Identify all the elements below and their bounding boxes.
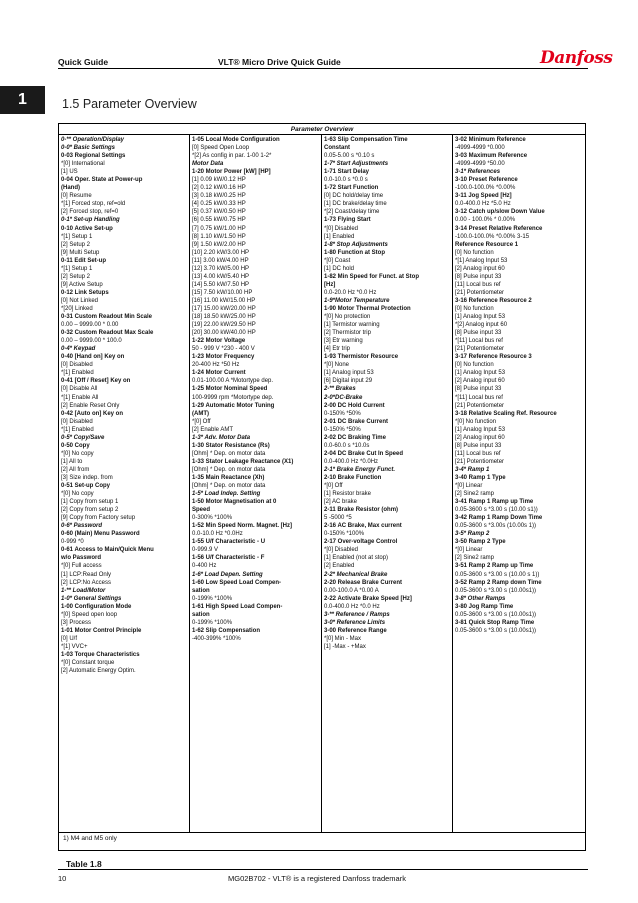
parameter-option: *[0] Speed open loop xyxy=(61,611,118,618)
parameter-option: [8] Pulse input 33 xyxy=(455,386,502,393)
parameter-option: 0-150% *100% xyxy=(324,531,365,538)
parameter-heading: 1-6* Load Depen. Setting xyxy=(192,571,263,578)
parameter-option: 0.05-3600 s *3.00 s (10.00s1)) xyxy=(455,611,537,618)
parameter-heading: 0-10 Active Set-up xyxy=(61,225,113,232)
parameter-heading: 2-2* Mechanical Brake xyxy=(324,571,388,578)
parameter-heading: 1-73 Flying Start xyxy=(324,217,371,224)
parameter-heading: 1-90 Motor Thermal Protection xyxy=(324,305,411,312)
header-guide-label: Quick Guide xyxy=(58,57,109,67)
parameter-heading: 1-93 Thermistor Resource xyxy=(324,354,399,361)
parameter-heading: 1-05 Local Mode Configuration xyxy=(192,137,280,143)
parameter-option: [2] Setup 2 xyxy=(61,273,91,280)
parameter-heading: 1-50 Motor Magnetisation at 0 xyxy=(192,499,277,506)
parameter-heading: Reference Resource 1 xyxy=(455,241,519,248)
parameter-option: [11] Local bus ref xyxy=(455,450,501,457)
parameter-option: [1] -Max - +Max xyxy=(324,643,366,650)
parameter-option: [0] No function xyxy=(455,305,494,312)
header-title: VLT® Micro Drive Quick Guide xyxy=(218,57,341,67)
parameter-heading: 3-4* Ramp 1 xyxy=(455,466,490,473)
parameter-option: 0.00 – 9999.00 * 100.0 xyxy=(61,338,122,345)
parameter-heading: 3-41 Ramp 1 Ramp up Time xyxy=(455,499,534,506)
parameter-heading: 3-14 Preset Relative Reference xyxy=(455,225,543,232)
parameter-option: [1] Analog Input 53 xyxy=(455,426,506,433)
parameter-option: [1] Resistor brake xyxy=(324,491,372,498)
parameter-option: [2] Enable AMT xyxy=(192,426,234,433)
footer-rule xyxy=(58,869,588,870)
parameter-option: [11] Local bus ref xyxy=(455,281,501,288)
parameter-option: *[2] As config in par. 1-00 1-2* xyxy=(192,153,272,160)
parameter-table xyxy=(58,123,586,851)
footer-text: MG02B702 - VLT® is a registered Danfoss trademark xyxy=(228,874,406,883)
table-column-2 xyxy=(189,135,321,832)
parameter-option: [4] 0.25 kW/0.33 HP xyxy=(192,201,246,208)
parameter-option: 0.05-5.00 s *0.10 s xyxy=(324,153,375,160)
parameter-heading: 1-56 U/f Characteristic - F xyxy=(192,555,265,562)
parameter-option: [0] Disabled xyxy=(61,418,93,425)
parameter-option: [2] Setup 2 xyxy=(61,241,91,248)
parameter-option: [2] Sine2 ramp xyxy=(455,555,495,562)
parameter-option: *[2] Coast/delay time xyxy=(324,209,380,216)
parameter-option: [2] AC brake xyxy=(324,499,358,506)
parameter-option: [10] 2.20 kW/3.00 HP xyxy=(192,249,250,256)
parameter-option: [3] Etr warning xyxy=(324,338,363,345)
parameter-heading: 1-20 Motor Power [kW] [HP] xyxy=(192,169,271,176)
parameter-option: *[2] Analog input 60 xyxy=(455,322,508,329)
parameter-heading: 2-** Brakes xyxy=(324,386,356,393)
parameter-option: *[1] VVC+ xyxy=(61,643,88,650)
parameter-option: [3] 0.18 kW/0.25 HP xyxy=(192,193,246,200)
parameter-heading: 2-00 DC Hold Current xyxy=(324,402,385,409)
parameter-option: [1] Copy from setup 1 xyxy=(61,499,119,506)
parameter-option: [1] All to xyxy=(61,458,83,465)
parameter-option: [0] No function xyxy=(455,362,494,369)
parameter-heading: 2-02 DC Braking Time xyxy=(324,434,386,441)
parameter-option: [0] Speed Open Loop xyxy=(192,145,250,152)
parameter-option: [0] Not Linked xyxy=(61,297,99,304)
table-footnote xyxy=(59,832,585,850)
parameter-option: [13] 4.00 kW/5.40 HP xyxy=(192,273,250,280)
table-column-1 xyxy=(59,135,189,832)
parameter-option: -4999-4999 *50.00 xyxy=(455,161,505,168)
parameter-option: [21] Potentiometer xyxy=(455,402,505,409)
parameter-heading: 1-03 Torque Characteristics xyxy=(61,652,140,658)
parameter-option: *[1] Setup 1 xyxy=(61,233,93,240)
parameter-option: 0.01-100.00 A *Motortype dep. xyxy=(192,378,274,385)
parameter-heading: 1-5* Load Indep. Setting xyxy=(192,491,261,498)
parameter-heading: 3-03 Maximum Reference xyxy=(455,153,528,160)
parameter-option: 0-999.9 V xyxy=(192,547,219,554)
parameter-option: 0.0-60.0 s *10.0s xyxy=(324,442,370,449)
parameter-heading: 2-01 DC Brake Current xyxy=(324,418,389,425)
parameter-heading: 0-5* Copy/Save xyxy=(61,434,105,441)
parameter-option: [1] Enabled xyxy=(324,233,355,240)
parameter-option: [21] Potentiometer xyxy=(455,458,505,465)
parameter-option: [2] 0.12 kW/0.16 HP xyxy=(192,185,246,192)
parameter-heading: 1-30 Stator Resistance (Rs) xyxy=(192,442,270,449)
parameter-option: [0] Resume xyxy=(61,193,92,200)
parameter-heading: 3-16 Reference Resource 2 xyxy=(455,297,532,304)
parameter-option: [1] Analog Input 53 xyxy=(455,314,506,321)
parameter-option: [2] Forced stop, ref=0 xyxy=(61,209,119,216)
parameter-heading: 1-60 Low Speed Load Compen- xyxy=(192,579,282,586)
parameter-heading: 0-31 Custom Readout Min Scale xyxy=(61,314,153,321)
parameter-option: 0.0-400.0 Hz *0.0Hz xyxy=(324,458,379,465)
parameter-option: 0-199% *100% xyxy=(192,595,233,602)
parameter-heading: 1-82 Min Speed for Funct. at Stop xyxy=(324,273,420,280)
parameter-option: [1] 0.09 kW/0.12 HP xyxy=(192,177,246,184)
parameter-heading: 3-51 Ramp 2 Ramp up Time xyxy=(455,563,534,570)
parameter-option: [16] 11.00 kW/15.00 HP xyxy=(192,297,256,304)
parameter-heading: (Hand) xyxy=(61,185,80,192)
parameter-option: [8] Pulse input 33 xyxy=(455,442,502,449)
parameter-option: [0] U/f xyxy=(61,635,78,642)
parameter-option: [2] Sine2 ramp xyxy=(455,491,495,498)
parameter-option: [8] Pulse input 33 xyxy=(455,330,502,337)
parameter-option: [2] Copy from setup 2 xyxy=(61,507,119,514)
parameter-heading: 3-50 Ramp 2 Type xyxy=(455,539,506,546)
parameter-option: *[1] Forced stop, ref=old xyxy=(61,201,126,208)
parameter-heading: 2-17 Over-voltage Control xyxy=(324,539,398,546)
parameter-heading: 0-51 Set-up Copy xyxy=(61,483,111,490)
parameter-option: [14] 5.50 kW/7.50 HP xyxy=(192,281,250,288)
parameter-heading: 0-61 Access to Main/Quick Menu xyxy=(61,547,154,554)
parameter-heading: 1-25 Motor Nominal Speed xyxy=(192,386,268,393)
parameter-option: 0.00 - 100.0% * 0.00% xyxy=(455,217,516,224)
footnote-line: 1) M4 and M5 only xyxy=(63,835,117,842)
parameter-heading: 0-41 [Off / Reset] Key on xyxy=(61,378,131,385)
parameter-heading: 1-00 Configuration Mode xyxy=(61,603,132,610)
parameter-heading: 3-5* Ramp 2 xyxy=(455,531,490,538)
parameter-option: [2] LCP:No Access xyxy=(61,579,112,586)
parameter-heading: 0-0* Basic Settings xyxy=(61,145,116,152)
parameter-option: *[1] Setup 1 xyxy=(61,265,93,272)
parameter-option: *[0] Disabled xyxy=(324,225,359,232)
parameter-heading: 3-12 Catch up/slow Down Value xyxy=(455,209,545,216)
parameter-heading: 0-03 Regional Settings xyxy=(61,153,126,160)
parameter-option: [21] Potentiometer xyxy=(455,346,505,353)
parameter-option: *[0] Coast xyxy=(324,257,351,264)
parameter-option: [3] Process xyxy=(61,619,92,626)
parameter-heading: 3-** Reference / Ramps xyxy=(324,611,390,618)
parameter-option: *[0] No function xyxy=(455,418,497,425)
parameter-option: 0-300% *100% xyxy=(192,515,233,522)
parameter-option: 0.0-10.0 Hz *0.0Hz xyxy=(192,531,243,538)
parameter-option: 0-400 Hz xyxy=(192,563,217,570)
parameter-option: 0-999 *0 xyxy=(61,539,84,546)
parameter-heading: 1-3* Adv. Motor Data xyxy=(192,434,251,441)
parameter-heading: 0-40 [Hand on] Key on xyxy=(61,354,125,361)
parameter-option: *[0] Off xyxy=(324,483,343,490)
parameter-heading: 0-50 Copy xyxy=(61,442,90,449)
parameter-option: 5 -5000 *5 xyxy=(324,515,352,522)
parameter-option: *[0] No protection xyxy=(324,314,371,321)
parameter-heading: 3-18 Relative Scaling Ref. Resource xyxy=(455,410,557,417)
parameter-heading: 3-42 Ramp 1 Ramp Down Time xyxy=(455,515,543,522)
parameter-option: 0.0-20.0 Hz *0.0 Hz xyxy=(324,289,377,296)
parameter-option: 0.05-3600 s *3.00 s (10.00 s 1)) xyxy=(455,571,540,578)
parameter-option: [1] Termistor warning xyxy=(324,322,380,329)
parameter-option: [9] 1.50 kW/2.00 HP xyxy=(192,241,246,248)
parameter-option: [3] Size indep. from xyxy=(61,474,113,481)
parameter-option: [7] 0.75 kW/1.00 HP xyxy=(192,225,246,232)
parameter-option: 50 - 999 V *230 - 400 V xyxy=(192,346,255,353)
parameter-option: -4999-4999 *0.000 xyxy=(455,145,505,152)
parameter-option: -100.0-100.0% *0.00% 3-15 xyxy=(455,233,530,240)
parameter-option: *[0] Linear xyxy=(455,547,483,554)
parameter-option: [Ohm] * Dep. on motor data xyxy=(192,483,266,490)
parameter-option: *[11] Local bus ref xyxy=(455,394,503,401)
parameter-option: *[0] Full access xyxy=(61,563,102,570)
parameter-option: *[0] No copy xyxy=(61,491,94,498)
parameter-option: [4] Etr trip xyxy=(324,346,351,353)
parameter-heading: 1-61 High Speed Load Compen- xyxy=(192,603,283,610)
parameter-option: [Ohm] * Dep. on motor data xyxy=(192,466,266,473)
parameter-option: 0.05-3600 s *3.00 s (10.00 s1)) xyxy=(455,507,538,514)
parameter-heading: 1-63 Slip Compensation Time xyxy=(324,137,408,143)
parameter-option: [2] Automatic Energy Optim. xyxy=(61,668,136,675)
parameter-option: [2] Thermistor trip xyxy=(324,330,371,337)
danfoss-logo: Danfoss xyxy=(540,48,613,68)
parameter-heading: 2-1* Brake Energy Funct. xyxy=(324,466,396,473)
parameter-option: 0.05-3600 s *3.00 s (10.00s1)) xyxy=(455,627,537,634)
parameter-option: [0] Disable All xyxy=(61,386,98,393)
parameter-heading: 0-04 Oper. State at Power-up xyxy=(61,177,143,184)
parameter-heading: 1-9*Motor Temperature xyxy=(324,297,390,304)
parameter-option: [9] Multi Setup xyxy=(61,249,100,256)
parameter-heading: 3-80 Jog Ramp Time xyxy=(455,603,514,610)
parameter-heading: 3-11 Jog Speed [Hz] xyxy=(455,193,512,200)
parameter-heading: 3-10 Preset Reference xyxy=(455,177,518,184)
parameter-option: *[0] No copy xyxy=(61,450,94,457)
parameter-heading: 3-52 Ramp 2 Ramp down Time xyxy=(455,579,542,586)
parameter-option: [2] Analog input 60 xyxy=(455,265,505,272)
parameter-option: [2] Analog input 60 xyxy=(455,378,505,385)
table-column-4 xyxy=(452,135,585,832)
parameter-heading: sation xyxy=(192,611,210,618)
parameter-option: *[0] Off xyxy=(192,418,211,425)
parameter-option: *[1] Analog Input 53 xyxy=(455,257,508,264)
section-title: 1.5 Parameter Overview xyxy=(62,97,197,111)
table-caption: Table 1.8 xyxy=(66,859,102,869)
parameter-heading: [Hz] xyxy=(324,281,336,288)
parameter-heading: 3-40 Ramp 1 Type xyxy=(455,474,506,481)
parameter-option: [6] Digital input 29 xyxy=(324,378,373,385)
parameter-option: 0-199% *100% xyxy=(192,619,233,626)
parameter-heading: 3-0* Reference Limits xyxy=(324,619,386,626)
parameter-heading: 3-1* References xyxy=(455,169,501,176)
parameter-heading: 1-23 Motor Frequency xyxy=(192,354,255,361)
parameter-option: 100-9999 rpm *Motortype dep. xyxy=(192,394,274,401)
parameter-heading: 0-42 [Auto on] Key on xyxy=(61,410,124,417)
parameter-heading: sation xyxy=(192,587,210,594)
parameter-option: *[0] Min - Max xyxy=(324,635,362,642)
parameter-option: [8] Pulse input 33 xyxy=(455,273,502,280)
parameter-option: [15] 7.50 kW/10.00 HP xyxy=(192,289,253,296)
parameter-heading: 0-** Operation/Display xyxy=(61,137,125,143)
parameter-heading: 1-29 Automatic Motor Tuning xyxy=(192,402,275,409)
parameter-heading: 0-6* Password xyxy=(61,523,103,530)
parameter-heading: 0-4* Keypad xyxy=(61,346,96,353)
parameter-option: -100.0-100.0% *0.00% xyxy=(455,185,516,192)
parameter-heading: Constant xyxy=(324,145,350,152)
parameter-heading: 1-55 U/f Characteristic - U xyxy=(192,539,266,546)
parameter-option: *[0] None xyxy=(324,362,350,369)
page-number: 10 xyxy=(58,874,67,883)
parameter-heading: 1-72 Start Function xyxy=(324,185,379,192)
parameter-option: -400-399% *100% xyxy=(192,635,241,642)
parameter-heading: Speed xyxy=(192,507,211,514)
header-rule xyxy=(58,68,588,69)
parameter-heading: 2-20 Release Brake Current xyxy=(324,579,403,586)
parameter-option: [12] 3.70 kW/5.00 HP xyxy=(192,265,250,272)
parameter-option: [18] 18.50 kW/25.00 HP xyxy=(192,314,256,321)
parameter-option: [11] 3.00 kW/4.00 HP xyxy=(192,257,249,264)
parameter-heading: 1-7* Start Adjustments xyxy=(324,161,389,168)
parameter-heading: 1-24 Motor Current xyxy=(192,370,246,377)
parameter-heading: 0-11 Edit Set-up xyxy=(61,257,107,264)
parameter-heading: 1-52 Min Speed Norm. Magnet. [Hz] xyxy=(192,523,293,530)
parameter-heading: 1-35 Main Reactance (Xh) xyxy=(192,474,265,481)
parameter-option: [20] 30.00 kW/40.00 HP xyxy=(192,330,256,337)
parameter-heading: 1-62 Slip Compensation xyxy=(192,627,261,634)
parameter-heading: 1-22 Motor Voltage xyxy=(192,338,246,345)
parameter-option: [2] Enabled xyxy=(324,563,355,570)
parameter-heading: 3-8* Other Ramps xyxy=(455,595,506,602)
parameter-heading: 1-33 Stator Leakage Reactance (X1) xyxy=(192,458,294,465)
parameter-option: [0] DC hold/delay time xyxy=(324,193,384,200)
parameter-option: [2] Analog input 60 xyxy=(455,434,505,441)
table-title: Parameter Overview xyxy=(59,124,585,135)
parameter-heading: 3-00 Reference Range xyxy=(324,627,387,634)
parameter-option: [2] Enable Reset Only xyxy=(61,402,120,409)
parameter-option: *[1] Enable All xyxy=(61,394,99,401)
parameter-option: *[20] Linked xyxy=(61,305,93,312)
parameter-heading: 2-04 DC Brake Cut In Speed xyxy=(324,450,404,457)
parameter-option: 20-400 Hz *50 Hz xyxy=(192,362,240,369)
parameter-heading: 2-16 AC Brake, Max current xyxy=(324,523,402,530)
parameter-option: 0.05-3600 s *3.00 s (10.00s1)) xyxy=(455,587,537,594)
parameter-heading: 2-10 Brake Function xyxy=(324,474,382,481)
parameter-option: [2] All from xyxy=(61,466,90,473)
parameter-heading: 3-81 Quick Stop Ramp Time xyxy=(455,619,535,626)
parameter-option: [1] DC hold xyxy=(324,265,355,272)
parameter-option: 0-150% *50% xyxy=(324,426,361,433)
parameter-option: 0.0-400.0 Hz *5.0 Hz xyxy=(455,201,511,208)
parameter-option: [8] 1.10 kW/1.50 HP xyxy=(192,233,246,240)
parameter-option: [0] Disabled xyxy=(61,362,93,369)
chapter-tab: 1 xyxy=(0,86,45,114)
table-column-3 xyxy=(321,135,452,832)
parameter-heading: Motor Data xyxy=(192,161,224,168)
parameter-heading: 1-80 Function at Stop xyxy=(324,249,386,256)
parameter-option: *[0] Disabled xyxy=(324,547,359,554)
parameter-option: [1] Analog input 53 xyxy=(324,370,374,377)
parameter-option: *[11] Local bus ref xyxy=(455,338,503,345)
parameter-option: *[1] Enabled xyxy=(61,426,94,433)
parameter-option: *[0] International xyxy=(61,161,105,168)
parameter-heading: 2-0*DC-Brake xyxy=(324,394,363,401)
parameter-option: *[0] Linear xyxy=(455,483,483,490)
parameter-option: [1] Enabled (not at stop) xyxy=(324,555,389,562)
parameter-option: [19] 22.00 kW/29.50 HP xyxy=(192,322,256,329)
parameter-heading: 1-71 Start Delay xyxy=(324,169,370,176)
parameter-option: 0.0-400.0 Hz *0.0 Hz xyxy=(324,603,380,610)
parameter-heading: 1-8* Stop Adjustments xyxy=(324,241,388,248)
parameter-option: *[1] Enabled xyxy=(61,370,94,377)
parameter-option: 0.0-10.0 s *0.0 s xyxy=(324,177,368,184)
parameter-option: [17] 15.00 kW/20.00 HP xyxy=(192,305,256,312)
parameter-option: [5] 0.37 kW/0.50 HP xyxy=(192,209,246,216)
parameter-option: [0] No function xyxy=(455,249,494,256)
parameter-option: [6] 0.55 kW/0.75 HP xyxy=(192,217,246,224)
parameter-option: 0.00-100.0 A *0.00 A xyxy=(324,587,379,594)
parameter-option: [Ohm] * Dep. on motor data xyxy=(192,450,266,457)
parameter-heading: 1-0* General Settings xyxy=(61,595,122,602)
parameter-heading: 2-22 Activate Brake Speed [Hz] xyxy=(324,595,412,602)
parameter-option: [1] LCP:Read Only xyxy=(61,571,112,578)
parameter-heading: 3-17 Reference Resource 3 xyxy=(455,354,532,361)
parameter-heading: 3-02 Minimum Reference xyxy=(455,137,526,143)
parameter-heading: 1-01 Motor Control Principle xyxy=(61,627,142,634)
parameter-heading: w/o Password xyxy=(61,555,102,562)
parameter-option: [21] Potentiometer xyxy=(455,289,505,296)
parameter-option: [1] DC brake/delay time xyxy=(324,201,387,208)
parameter-option: [9] Copy from Factory setup xyxy=(61,515,136,522)
parameter-option: 0.05-3600 s *3.00s (10.00s 1)) xyxy=(455,523,537,530)
parameter-heading: 1-** Load/Motor xyxy=(61,587,106,594)
parameter-option: [1] Analog Input 53 xyxy=(455,370,506,377)
parameter-option: 0.00 – 9999.00 * 0.00 xyxy=(61,322,119,329)
parameter-heading: 2-11 Brake Resistor (ohm) xyxy=(324,507,399,514)
parameter-option: *[0] Constant torque xyxy=(61,660,115,667)
parameter-heading: 0-60 (Main) Menu Password xyxy=(61,531,140,538)
parameter-heading: 0-32 Custom Readout Max Scale xyxy=(61,330,154,337)
parameter-option: 0-150% *50% xyxy=(324,410,361,417)
parameter-option: [9] Active Setup xyxy=(61,281,103,288)
parameter-heading: 0-12 Link Setups xyxy=(61,289,109,296)
parameter-option: [1] US xyxy=(61,169,78,176)
parameter-heading: 0-1* Set-up Handling xyxy=(61,217,120,224)
parameter-heading: (AMT) xyxy=(192,410,209,417)
